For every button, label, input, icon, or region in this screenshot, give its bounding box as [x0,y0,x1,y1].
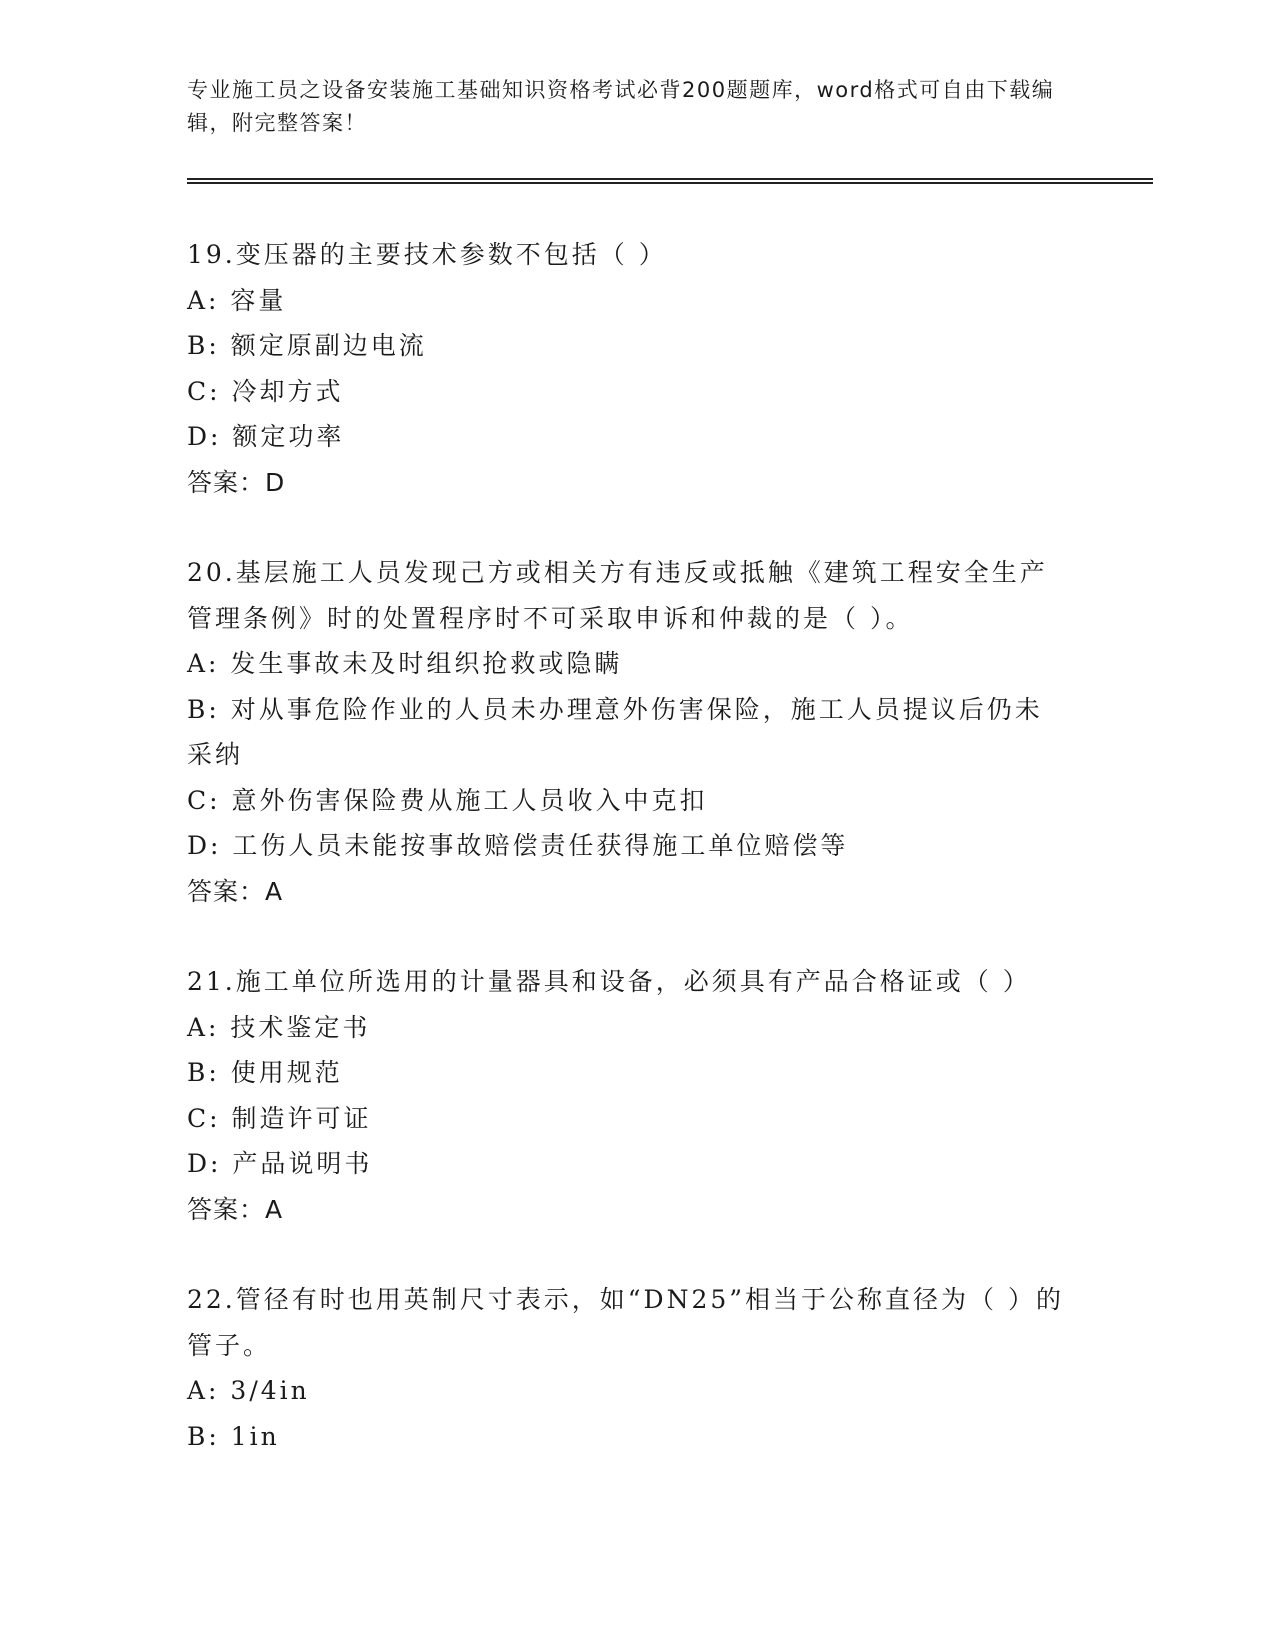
option-b: B: 对从事危险作业的人员未办理意外伤害保险，施工人员提议后仍未采纳 [187,694,1043,769]
answer: 答案：A [187,1194,284,1224]
option-a: A: 容量 [187,285,287,315]
document-header: 专业施工员之设备安装施工基础知识资格考试必背200题题库，word格式可自由下载编辑，附完整答案！ [187,78,1055,135]
option-c: C: 制造许可证 [187,1103,372,1133]
option-d: D: 额定功率 [187,422,345,451]
question-stem: 20.基层施工人员发现己方或相关方有违反或抵触《建筑工程安全生产管理条例》时的处置程序时不可采取申诉和仲裁的是（ ）。 [187,558,1048,633]
option-c: C: 意外伤害保险费从施工人员收入中克扣 [187,785,708,815]
option-a: A: 技术鉴定书 [187,1012,371,1042]
question-22 [187,1277,1087,1459]
option-c: C: 冷却方式 [187,376,344,406]
option-d: D: 产品说明书 [187,1149,373,1178]
option-b: B: 使用规范 [187,1058,343,1087]
question-19 [187,232,1087,505]
question-stem: 21.施工单位所选用的计量器具和设备，必须具有产品合格证或（ ） [187,967,1031,996]
option-d: D: 工伤人员未能按事故赔偿责任获得施工单位赔偿等 [187,831,849,860]
question-21 [187,959,1087,1232]
question-list [187,232,1087,1504]
question-stem: 19.变压器的主要技术参数不包括（ ） [187,240,667,269]
option-b: B: 额定原副边电流 [187,331,427,360]
question-stem: 22.管径有时也用英制尺寸表示，如“DN25”相当于公称直径为（ ）的管子。 [187,1285,1064,1360]
answer: 答案：D [187,467,286,497]
option-b: B: 1in [187,1421,280,1451]
option-a: A: 3/4in [187,1376,310,1405]
option-a: A: 发生事故未及时组织抢救或隐瞒 [187,649,623,678]
question-20 [187,550,1087,914]
header-divider [187,178,1153,184]
answer: 答案：A [187,876,284,906]
